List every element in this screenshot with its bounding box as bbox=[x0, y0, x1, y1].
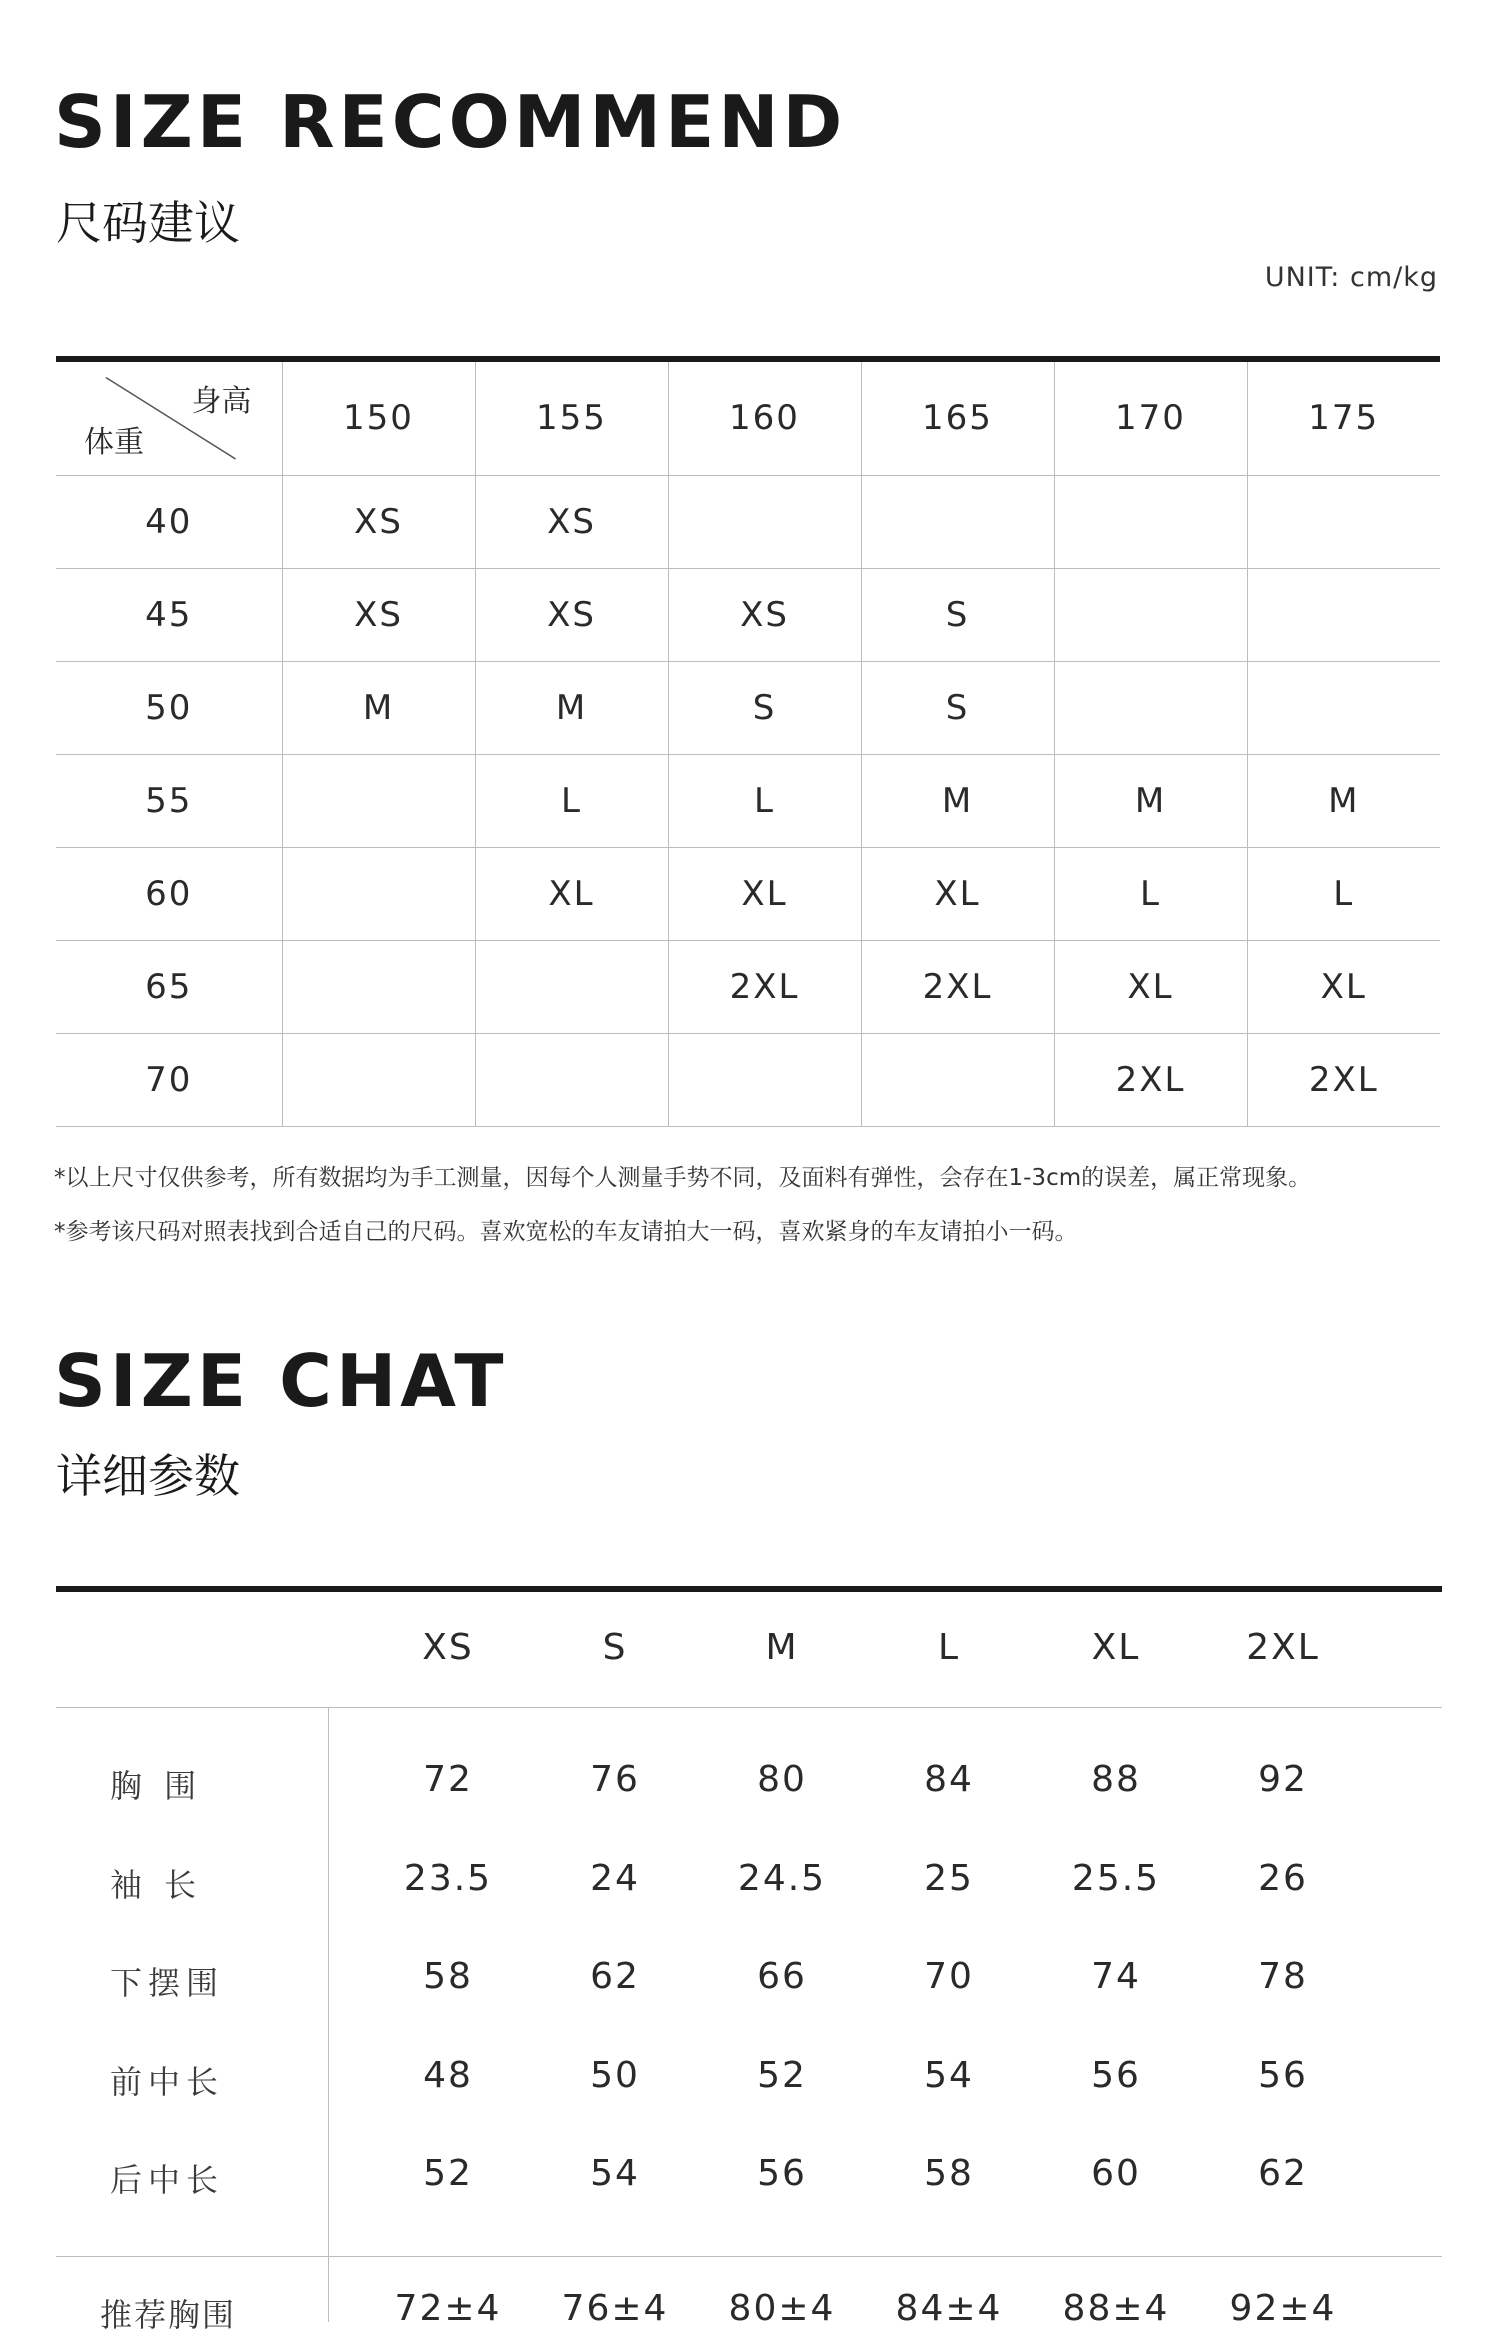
value-cell: 54 bbox=[590, 2153, 640, 2194]
value-cell: 72±4 bbox=[394, 2288, 502, 2329]
value-cell: 24.5 bbox=[737, 1858, 827, 1899]
value-cell: 62 bbox=[590, 1956, 640, 1997]
table-top-rule bbox=[56, 1586, 1442, 1592]
size-cell bbox=[1054, 568, 1247, 661]
size-cell: XS bbox=[282, 568, 475, 661]
size-cell: S bbox=[861, 568, 1054, 661]
size-cell: M bbox=[282, 661, 475, 754]
value-cell: 25.5 bbox=[1071, 1858, 1161, 1899]
height-header: 175 bbox=[1247, 359, 1440, 475]
value-cell: 92 bbox=[1258, 1759, 1308, 1800]
size-cell: XL bbox=[861, 847, 1054, 940]
size-header: S bbox=[602, 1627, 628, 1668]
weight-cell: 55 bbox=[56, 754, 282, 847]
value-cell: 52 bbox=[423, 2153, 473, 2194]
size-header: M bbox=[765, 1627, 799, 1668]
weight-cell: 65 bbox=[56, 940, 282, 1033]
value-cell: 56 bbox=[757, 2153, 807, 2194]
value-cell: 25 bbox=[924, 1858, 974, 1899]
value-cell: 80±4 bbox=[728, 2288, 836, 2329]
size-header: XS bbox=[422, 1627, 474, 1668]
weight-cell: 60 bbox=[56, 847, 282, 940]
size-cell: XL bbox=[1247, 940, 1440, 1033]
table-row bbox=[56, 1033, 1440, 1126]
size-cell bbox=[282, 847, 475, 940]
table-row bbox=[56, 568, 1440, 661]
size-cell bbox=[1054, 475, 1247, 568]
size-cell bbox=[282, 940, 475, 1033]
value-cell: 70 bbox=[924, 1956, 974, 1997]
table-row bbox=[56, 661, 1440, 754]
size-cell: XL bbox=[668, 847, 861, 940]
value-cell: 48 bbox=[423, 2055, 473, 2096]
size-cell: L bbox=[668, 754, 861, 847]
size-cell: L bbox=[1247, 847, 1440, 940]
corner-height-label: 身高 bbox=[191, 384, 252, 419]
size-cell: 2XL bbox=[668, 940, 861, 1033]
weight-cell: 70 bbox=[56, 1033, 282, 1126]
size-cell: M bbox=[1247, 754, 1440, 847]
value-cell: 54 bbox=[924, 2055, 974, 2096]
size-cell bbox=[282, 754, 475, 847]
value-cell: 56 bbox=[1258, 2055, 1308, 2096]
recommend-notes bbox=[54, 1162, 1454, 1270]
value-cell: 88±4 bbox=[1062, 2288, 1170, 2329]
size-cell bbox=[1247, 661, 1440, 754]
weight-cell: 40 bbox=[56, 475, 282, 568]
size-cell: XS bbox=[282, 475, 475, 568]
height-header: 150 bbox=[282, 359, 475, 475]
table-row bbox=[56, 475, 1440, 568]
size-header: 2XL bbox=[1246, 1627, 1320, 1668]
label-column-divider bbox=[328, 1708, 329, 2322]
size-cell: XL bbox=[475, 847, 668, 940]
size-cell: 2XL bbox=[1247, 1033, 1440, 1126]
row-label: 前中长 bbox=[110, 2063, 225, 2101]
value-cell: 58 bbox=[423, 1956, 473, 1997]
height-header: 160 bbox=[668, 359, 861, 475]
corner-cell bbox=[56, 359, 282, 475]
size-cell: XS bbox=[475, 475, 668, 568]
size-cell bbox=[475, 1033, 668, 1126]
note-line: *参考该尺码对照表找到合适自己的尺码。喜欢宽松的车友请拍大一码，喜欢紧身的车友请拍小一码。 bbox=[54, 1219, 1078, 1245]
value-cell: 24 bbox=[590, 1858, 640, 1899]
value-cell: 58 bbox=[924, 2153, 974, 2194]
recommend-subtitle: 尺码建议 bbox=[56, 196, 240, 250]
size-cell bbox=[861, 1033, 1054, 1126]
size-cell: 2XL bbox=[1054, 1033, 1247, 1126]
size-cell: L bbox=[475, 754, 668, 847]
row-label: 袖 长 bbox=[110, 1866, 203, 1904]
size-cell bbox=[668, 1033, 861, 1126]
weight-cell: 50 bbox=[56, 661, 282, 754]
table-row-divider bbox=[56, 2256, 1442, 2257]
value-cell: 72 bbox=[423, 1759, 473, 1800]
table-header-divider bbox=[56, 1707, 1442, 1708]
size-recommend-table bbox=[56, 356, 1440, 1127]
size-cell: M bbox=[861, 754, 1054, 847]
chart-title: SIZE CHAT bbox=[54, 1339, 508, 1423]
table-row bbox=[56, 754, 1440, 847]
row-label: 后中长 bbox=[110, 2161, 225, 2199]
row-label: 胸 围 bbox=[110, 1767, 203, 1805]
value-cell: 74 bbox=[1091, 1956, 1141, 1997]
size-cell bbox=[282, 1033, 475, 1126]
size-cell bbox=[861, 475, 1054, 568]
size-cell: S bbox=[861, 661, 1054, 754]
size-cell: 2XL bbox=[861, 940, 1054, 1033]
height-header: 155 bbox=[475, 359, 668, 475]
value-cell: 50 bbox=[590, 2055, 640, 2096]
table-row bbox=[56, 940, 1440, 1033]
value-cell: 88 bbox=[1091, 1759, 1141, 1800]
height-header-row bbox=[56, 359, 1440, 475]
size-cell: M bbox=[475, 661, 668, 754]
row-label: 下摆围 bbox=[110, 1964, 225, 2002]
value-cell: 62 bbox=[1258, 2153, 1308, 2194]
row-label: 推荐胸围 bbox=[100, 2296, 237, 2334]
recommend-title: SIZE RECOMMEND bbox=[54, 80, 847, 164]
height-header: 165 bbox=[861, 359, 1054, 475]
size-cell: S bbox=[668, 661, 861, 754]
weight-cell: 45 bbox=[56, 568, 282, 661]
size-cell: XS bbox=[475, 568, 668, 661]
size-cell bbox=[1054, 661, 1247, 754]
value-cell: 26 bbox=[1258, 1858, 1308, 1899]
size-header: L bbox=[937, 1627, 961, 1668]
value-cell: 52 bbox=[757, 2055, 807, 2096]
value-cell: 76±4 bbox=[561, 2288, 669, 2329]
value-cell: 60 bbox=[1091, 2153, 1141, 2194]
corner-weight-label: 体重 bbox=[84, 424, 144, 460]
size-cell: L bbox=[1054, 847, 1247, 940]
value-cell: 80 bbox=[757, 1759, 807, 1800]
table-row bbox=[56, 847, 1440, 940]
size-cell: XL bbox=[1054, 940, 1247, 1033]
height-header: 170 bbox=[1054, 359, 1247, 475]
size-cell bbox=[1247, 475, 1440, 568]
size-cell bbox=[1247, 568, 1440, 661]
value-cell: 84±4 bbox=[895, 2288, 1003, 2329]
value-cell: 76 bbox=[590, 1759, 640, 1800]
size-header: XL bbox=[1091, 1627, 1141, 1668]
value-cell: 66 bbox=[757, 1956, 807, 1997]
value-cell: 92±4 bbox=[1229, 2288, 1337, 2329]
unit-label: UNIT: cm/kg bbox=[1264, 262, 1438, 293]
size-cell bbox=[668, 475, 861, 568]
value-cell: 23.5 bbox=[403, 1858, 493, 1899]
size-cell: XS bbox=[668, 568, 861, 661]
value-cell: 56 bbox=[1091, 2055, 1141, 2096]
value-cell: 78 bbox=[1258, 1956, 1308, 1997]
note-line: *以上尺寸仅供参考，所有数据均为手工测量，因每个人测量手势不同，及面料有弹性，会存在1-3cm的误差，属正常现象。 bbox=[54, 1165, 1312, 1191]
chart-subtitle: 详细参数 bbox=[56, 1449, 240, 1503]
size-cell bbox=[475, 940, 668, 1033]
size-cell: M bbox=[1054, 754, 1247, 847]
value-cell: 84 bbox=[924, 1759, 974, 1800]
